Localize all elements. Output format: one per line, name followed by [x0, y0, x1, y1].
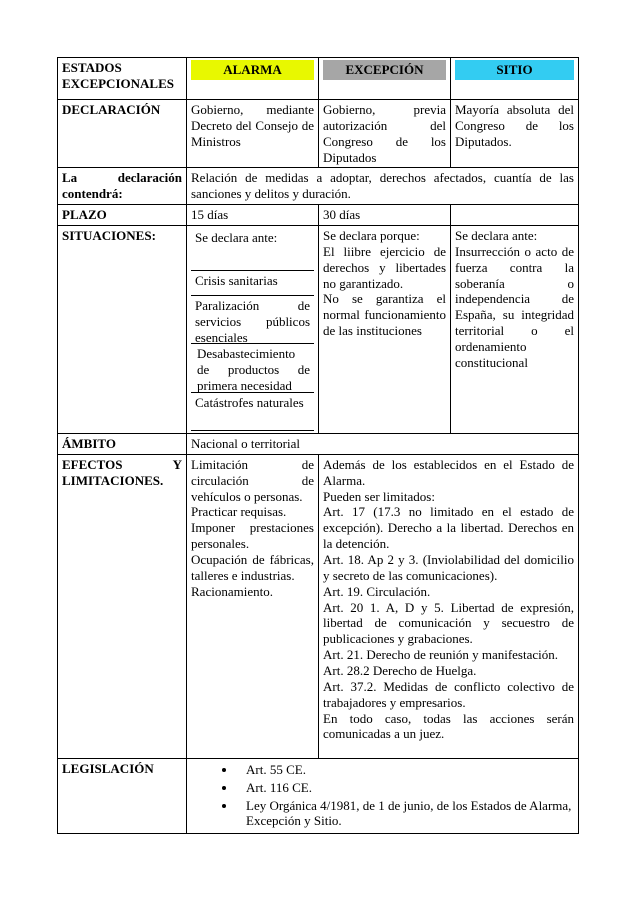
efectos-alarma-line: Ocupación de fábricas, talleres e industrias. — [191, 552, 314, 583]
situaciones-sitio-line: Se declara ante: — [455, 228, 538, 244]
situaciones-excepcion-line: Se declara porque: — [323, 228, 420, 244]
efectos-excepcion-sitio-cell — [319, 454, 579, 758]
efectos-merged-line: Art. 18. Ap 2 y 3. (Inviolabilidad del domicilio y secreto de las comunicaciones). — [323, 552, 574, 583]
plazo-excepcion-cell: 30 días — [319, 205, 451, 226]
legislacion-value-cell — [187, 758, 579, 833]
plazo-alarma-cell: 15 días — [187, 205, 319, 226]
row-label-plazo: PLAZO — [58, 205, 187, 226]
declaracion-alarma-cell: Gobierno, mediante Decreto del Consejo de Ministros — [187, 100, 319, 168]
efectos-merged-line: En todo caso, todas las acciones serán comunicadas a un juez. — [323, 710, 574, 742]
declaracion-sitio-cell: Mayoría absoluta del Congreso de los Diputados. — [451, 100, 579, 168]
plazo-sitio-cell — [451, 205, 579, 226]
situaciones-alarma-item: Se declara ante: — [191, 228, 314, 271]
header-row — [58, 58, 579, 100]
excepcion-header-highlight: EXCEPCIÓN — [323, 60, 446, 80]
situaciones-alarma-cell — [187, 226, 319, 434]
legislacion-item: • Art. 116 CE. — [237, 780, 574, 796]
declaracion-row — [58, 100, 579, 168]
legislacion-item: • Ley Orgánica 4/1981, de 1 de junio, de los Estados de Alarma, Excepción y Sitio. — [237, 798, 574, 830]
legislacion-item: • Art. 55 CE. — [237, 762, 574, 778]
situaciones-alarma-item: Paralización de servicios públicos esenciales — [191, 296, 314, 344]
situaciones-sitio-line: Insurrección o acto de fuerza contra la soberanía o independencia de España, su integridad territorial o el ordenamiento constitucional — [455, 243, 574, 370]
efectos-merged-line: Art. 17 (17.3 no limitado en el estado de excepción). Derecho a la libertad. Derechos en la detención. — [323, 504, 574, 552]
efectos-alarma-line: Imponer prestaciones personales. — [191, 520, 314, 552]
row-label-legislacion: LEGISLACIÓN — [58, 758, 187, 833]
efectos-alarma-line: Limitación de circulación de vehículos o personas. — [191, 456, 314, 504]
estados-excepcionales-table — [57, 57, 579, 834]
row-label-efectos: EFECTOS Y LIMITACIONES. — [58, 454, 187, 758]
situaciones-alarma-item: Desabastecimiento de productos de primera necesidad — [191, 344, 314, 393]
efectos-alarma-cell — [187, 454, 319, 758]
efectos-alarma-line: Racionamiento. — [191, 583, 273, 599]
contendra-value-cell: Relación de medidas a adoptar, derechos afectados, cuantía de las sanciones y delitos y duración. — [187, 168, 579, 205]
header-estados-excepcionales: ESTADOS EXCEPCIONALES — [58, 58, 187, 100]
sitio-header-highlight: SITIO — [455, 60, 574, 80]
efectos-row — [58, 454, 579, 758]
situaciones-sitio-cell — [451, 226, 579, 434]
efectos-merged-line: Art. 20 1. A, D y 5. Libertad de expresión, libertad de comunicación y secuestro de publicaciones y grabaciones. — [323, 599, 574, 647]
ambito-row — [58, 434, 579, 455]
header-sitio-cell — [451, 58, 579, 100]
row-label-situaciones: SITUACIONES: — [58, 226, 187, 434]
efectos-merged-line: Además de los establecidos en el Estado de Alarma. — [323, 456, 574, 488]
efectos-alarma-line: Practicar requisas. — [191, 504, 287, 520]
declaracion-excepcion-cell: Gobierno, previa autorización del Congreso de los Diputados — [319, 100, 451, 168]
alarma-header-highlight: ALARMA — [191, 60, 314, 80]
row-label-contendra: La declaración contendrá: — [58, 168, 187, 205]
situaciones-row — [58, 226, 579, 434]
plazo-row — [58, 205, 579, 226]
situaciones-alarma-item: Catástrofes naturales — [191, 393, 314, 431]
legislacion-list — [191, 762, 574, 829]
situaciones-alarma-item: Crisis sanitarias — [191, 271, 314, 296]
contendra-row — [58, 168, 579, 205]
efectos-merged-line: Art. 21. Derecho de reunión y manifestación. — [323, 647, 559, 663]
efectos-merged-line: Art. 37.2. Medidas de conflicto colectivo de trabajadores y empresarios. — [323, 678, 574, 710]
ambito-value-cell: Nacional o territorial — [187, 434, 579, 455]
efectos-merged-line: Pueden ser limitados: — [323, 488, 435, 504]
situaciones-excepcion-line: No se garantiza el normal funcionamiento de las instituciones — [323, 291, 446, 339]
row-label-declaracion: DECLARACIÓN — [58, 100, 187, 168]
efectos-merged-line: Art. 19. Circulación. — [323, 583, 431, 599]
efectos-merged-line: Art. 28.2 Derecho de Huelga. — [323, 663, 477, 679]
situaciones-excepcion-cell — [319, 226, 451, 434]
situaciones-excepcion-line: El liibre ejercicio de derechos y libertades no garantizado. — [323, 243, 446, 291]
header-alarma-cell — [187, 58, 319, 100]
header-excepcion-cell — [319, 58, 451, 100]
row-label-ambito: ÁMBITO — [58, 434, 187, 455]
legislacion-row — [58, 758, 579, 833]
